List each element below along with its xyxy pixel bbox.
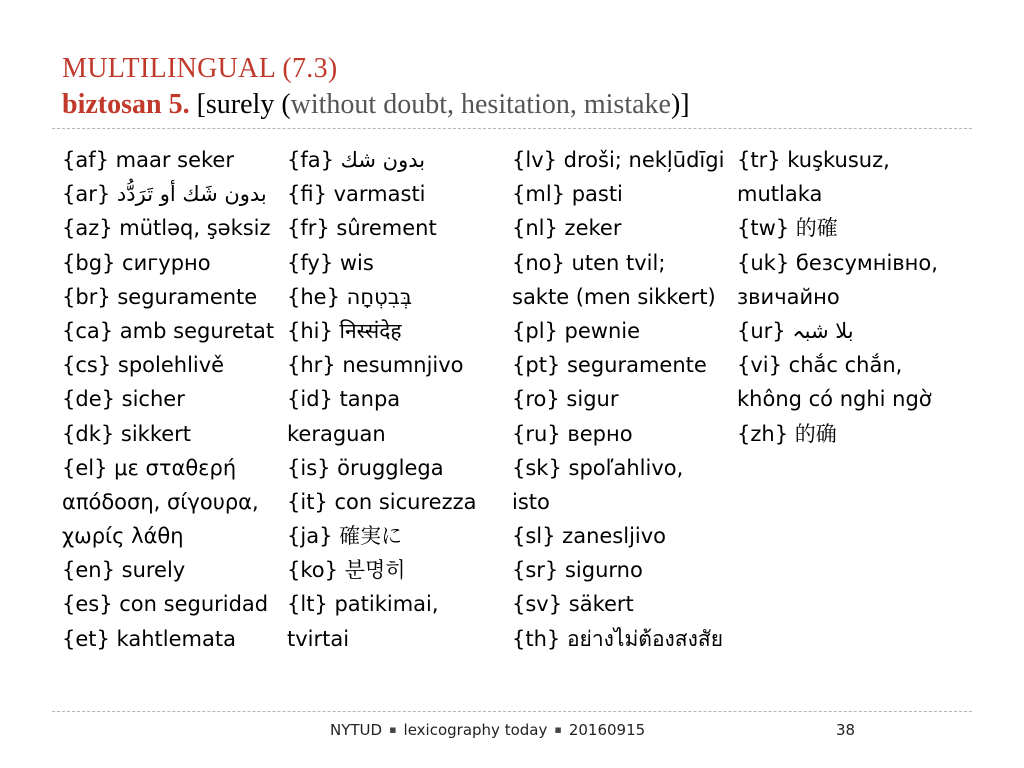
translation-line: {hi} निस्संदेह (287, 318, 402, 343)
translation-line: keraguan (287, 421, 386, 446)
translation-line: {el} με σταθερή (62, 455, 237, 480)
translation-line: {ko} 분명히 (287, 558, 406, 583)
translation-line: {fi} varmasti (287, 182, 426, 207)
translation-line: {ca} amb seguretat (62, 318, 275, 343)
translation-column-4 (737, 143, 938, 451)
translation-line: {dk} sikkert (62, 421, 192, 446)
translation-line: {sv} säkert (512, 592, 634, 617)
translation-line: {ru} верно (512, 421, 633, 446)
translation-line: {nl} zeker (512, 216, 622, 241)
translation-line: {en} surely (62, 558, 186, 583)
translation-line: {th} อย่างไม่ต้องสงสัย (512, 626, 724, 651)
slide-subtitle (62, 88, 690, 122)
translation-line: απόδοση, σίγουρα, (62, 489, 259, 514)
translation-line: {ur} بلا شبہ (737, 318, 854, 343)
translation-line: {sl} zanesljivo (512, 524, 667, 549)
gloss-close: )] (670, 89, 690, 120)
top-divider (52, 128, 972, 129)
translation-line: {bg} сигурно (62, 250, 211, 275)
translation-line: {lt} patikimai, (287, 592, 439, 617)
translation-line: {ml} pasti (512, 182, 623, 207)
translation-line: {pl} pewnie (512, 318, 641, 343)
translation-line: {br} seguramente (62, 284, 258, 309)
bottom-divider (52, 711, 972, 712)
slide-footer (0, 718, 1024, 744)
translation-column-1 (62, 143, 274, 656)
translation-column-3 (512, 143, 724, 656)
translation-line: {cs} spolehlivě (62, 353, 225, 378)
headword: biztosan 5. (62, 89, 190, 120)
translation-line: {af} maar seker (62, 148, 234, 172)
translation-line: {tw} 的確 (737, 216, 838, 241)
translation-line: {fa} بدون شك (287, 148, 426, 172)
translation-line: {lv} droši; nekļūdīgi (512, 148, 725, 172)
footer-date: 20160915 (568, 721, 646, 739)
translation-line: {es} con seguridad (62, 592, 269, 617)
translation-line: {he} בְּבִטְחָה (287, 284, 412, 309)
footer-separator: ▪ (554, 723, 562, 736)
translation-line: tvirtai (287, 626, 350, 651)
translation-line: {zh} 的确 (737, 421, 837, 446)
translation-line: {pt} seguramente (512, 353, 707, 378)
footer-separator: ▪ (389, 723, 397, 736)
translation-line: {fy} wis (287, 250, 374, 275)
translation-line: {tr} kuşkusuz, (737, 148, 890, 172)
translation-line: {no} uten tvil; (512, 250, 666, 275)
translation-line: {fr} sûrement (287, 216, 437, 241)
footer-source: NYTUD (330, 721, 383, 739)
translation-line: {sr} sigurno (512, 558, 643, 583)
translation-line: {is} örugglega (287, 455, 444, 480)
translation-line: χωρίς λάθη (62, 524, 184, 549)
translation-line: {de} sicher (62, 387, 185, 412)
translation-line: {sk} spoľahlivo, (512, 455, 684, 480)
translation-line: {az} mütləq, şəksiz (62, 216, 271, 241)
slide-title: MULTILINGUAL (7.3) (62, 53, 338, 84)
translation-line: {ar} بدون شَك أو تَرَدُّد (62, 182, 267, 207)
page-number: 38 (836, 721, 856, 739)
translation-line: mutlaka (737, 182, 823, 207)
translation-line: sakte (men sikkert) (512, 284, 716, 309)
translation-line: {hr} nesumnjivo (287, 353, 464, 378)
translation-line: {it} con sicurezza (287, 489, 477, 514)
translation-line: {ro} sigur (512, 387, 619, 412)
translation-line: {id} tanpa (287, 387, 401, 412)
footer-topic: lexicography today (403, 721, 548, 739)
translation-column-2 (287, 143, 476, 656)
translation-line: {vi} chắc chắn, (737, 353, 903, 378)
gloss-parenthetical: without doubt, hesitation, mistake (290, 89, 671, 120)
translation-line: isto (512, 489, 550, 514)
translation-line: {uk} безсумнівно, (737, 250, 938, 275)
footer-text (330, 721, 645, 739)
translation-line: {ja} 確実に (287, 524, 403, 549)
gloss-open: [surely ( (196, 89, 291, 120)
translation-line: không có nghi ngờ (737, 387, 932, 412)
translation-line: {et} kahtlemata (62, 626, 236, 651)
translation-line: звичайно (737, 284, 840, 309)
